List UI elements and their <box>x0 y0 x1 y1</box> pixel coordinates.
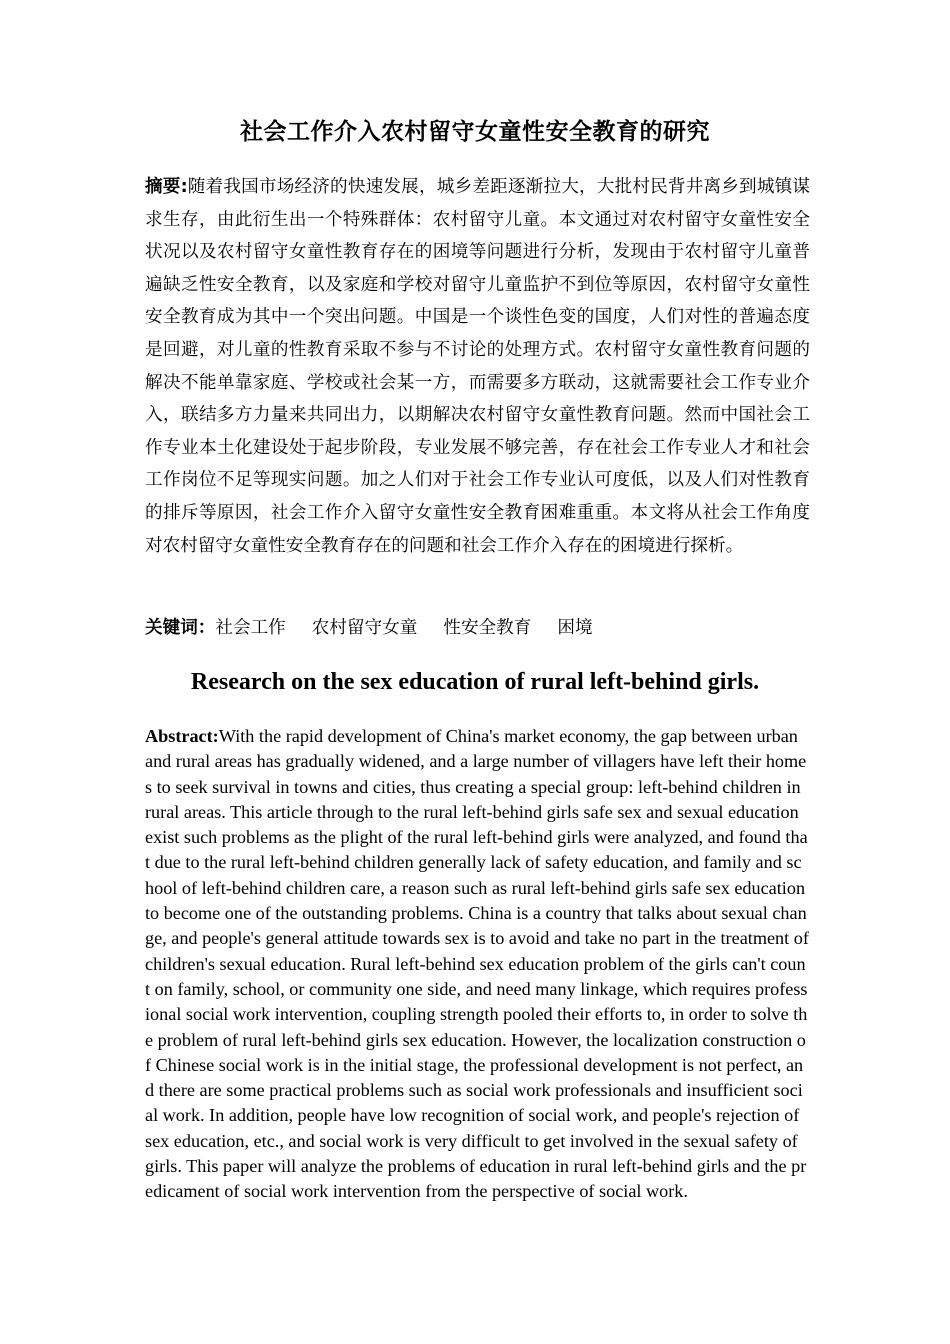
chinese-abstract-text: 随着我国市场经济的快速发展，城乡差距逐渐拉大，大批村民背井离乡到城镇谋求生存，由此衍生出一个特殊群体：农村留守儿童。本文通过对农村留守女童性安全状况以及农村留守女童性教育存在的困境等问题进行分析，发现由于农村留守儿童普遍缺乏性安全教育，以及家庭和学校对留守儿童监护不到位等原因，农村留守女童性安全教育成为其中一个突出问题。中国是一个谈性色变的国度，人们对性的普遍态度是回避，对儿童的性教育采取不参与不讨论的处理方式。农村留守女童性教育问题的解决不能单靠家庭、学校或社会某一方，而需要多方联动，这就需要社会工作专业介入，联结多方力量来共同出力，以期解决农村留守女童性教育问题。然而中国社会工作专业本土化建设处于起步阶段，专业发展不够完善，存在社会工作专业人才和社会工作岗位不足等现实问题。加之人们对于社会工作专业认可度低，以及人们对性教育的排斥等原因，社会工作介入留守女童性安全教育困难重重。本文将从社会工作角度对农村留守女童性安全教育存在的问题和社会工作介入存在的困境进行探析。 <box>145 177 810 556</box>
keyword-item: 社会工作 <box>215 618 286 638</box>
chinese-keywords <box>145 612 810 644</box>
keyword-item: 农村留守女童 <box>311 618 418 638</box>
keyword-item: 性安全教育 <box>443 618 532 638</box>
chinese-abstract-label: 摘要: <box>145 177 188 197</box>
english-abstract-text: With the rapid development of China's market economy, the gap between urban and rural areas has gradually widened, and a large number of villagers have left their homes to seek survival in towns and cities, thus creating a special group: left-behind children in rural areas. This article through to the rural left-behind girls safe sex and sexual education exist such problems as the plight of the rural left-behind girls were analyzed, and found that due to the rural left-behind children generally lack of safety education, and family and school of left-behind children care, a reason such as rural left-behind girls safe sex education to become one of the outstanding problems. China is a country that talks about sexual change, and people's general attitude towards sex is to avoid and take no part in the treatment of children's sexual education. Rural left-behind sex education problem of the girls can't count on family, school, or community one side, and need many linkage, which requires professional social work intervention, coupling strength pooled their efforts to, in order to solve the problem of rural left-behind girls sex education. However, the localization construction of Chinese social work is in the initial stage, the professional development is not perfect, and there are some practical problems such as social work professionals and insufficient social work. In addition, people have low recognition of social work, and people's rejection of sex education, etc., and social work is very difficult to get involved in the sexual safety of girls. This paper will analyze the problems of education in rural left-behind girls and the predicament of social work intervention from the perspective of social work. <box>145 726 809 1202</box>
english-title: Research on the sex education of rural left-behind girls. <box>190 669 760 695</box>
english-abstract-label: Abstract: <box>145 726 219 746</box>
chinese-keywords-label: 关键词： <box>145 618 216 638</box>
chinese-title: 社会工作介入农村留守女童性安全教育的研究 <box>240 119 710 145</box>
english-abstract <box>145 724 809 1205</box>
keyword-item: 困境 <box>557 618 593 638</box>
chinese-abstract <box>145 171 810 562</box>
